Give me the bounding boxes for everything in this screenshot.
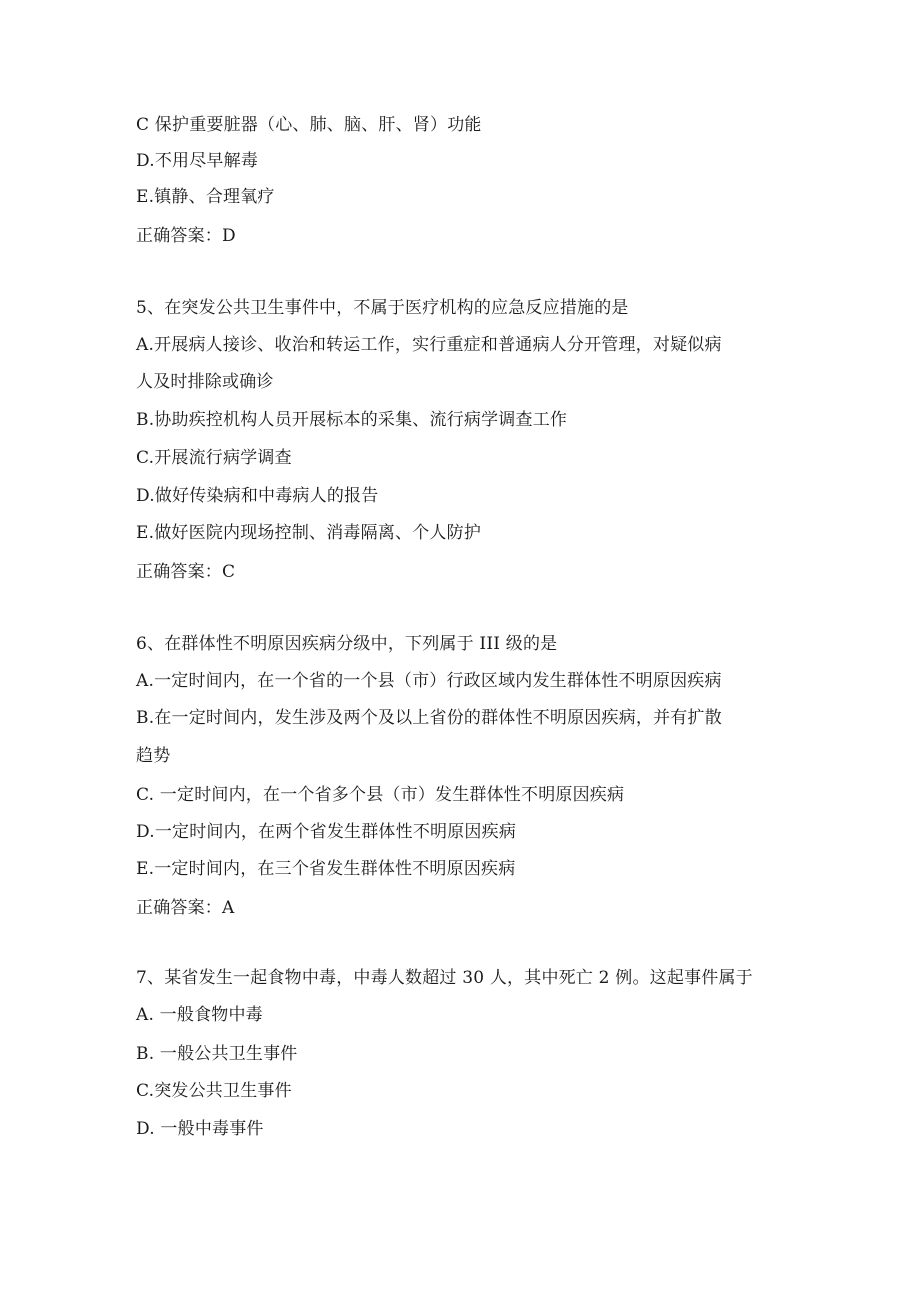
q6-option-b-line2: 趋势 <box>136 746 171 766</box>
q6-option-a: A.一定时间内，在一个省的一个县（市）行政区域内发生群体性不明原因疾病 <box>136 671 722 691</box>
q5-option-e: E.做好医院内现场控制、消毒隔离、个人防护 <box>136 523 482 543</box>
q6-option-b-line1: B.在一定时间内，发生涉及两个及以上省份的群体性不明原因疾病，并有扩散 <box>136 708 722 728</box>
q5-option-b: B.协助疾控机构人员开展标本的采集、流行病学调查工作 <box>136 410 568 430</box>
q4-answer: 正确答案：D <box>136 226 236 246</box>
q7-stem: 7、某省发生一起食物中毒，中毒人数超过 30 人，其中死亡 2 例。这起事件属于 <box>136 968 753 988</box>
q5-option-a-line1: A.开展病人接诊、收治和转运工作，实行重症和普通病人分开管理，对疑似病 <box>136 335 722 355</box>
q4-option-e: E.镇静、合理氧疗 <box>136 187 275 207</box>
q5-stem: 5、在突发公共卫生事件中，不属于医疗机构的应急反应措施的是 <box>136 298 629 318</box>
q5-option-a-line2: 人及时排除或确诊 <box>136 372 274 392</box>
q6-option-d: D.一定时间内，在两个省发生群体性不明原因疾病 <box>136 822 517 842</box>
q7-option-c: C.突发公共卫生事件 <box>136 1081 292 1101</box>
q7-option-a: A. 一般食物中毒 <box>136 1005 263 1025</box>
q5-option-d: D.做好传染病和中毒病人的报告 <box>136 486 379 506</box>
q7-option-d: D. 一般中毒事件 <box>136 1119 264 1139</box>
q6-answer: 正确答案：A <box>136 898 235 918</box>
q4-option-c: C 保护重要脏器（心、肺、脑、肝、肾）功能 <box>136 115 482 135</box>
q5-option-c: C.开展流行病学调查 <box>136 448 292 468</box>
q6-stem: 6、在群体性不明原因疾病分级中，下列属于 III 级的是 <box>136 634 558 654</box>
q6-option-c: C. 一定时间内，在一个省多个县（市）发生群体性不明原因疾病 <box>136 785 625 805</box>
q4-option-d: D.不用尽早解毒 <box>136 151 259 171</box>
q5-answer: 正确答案：C <box>136 562 236 582</box>
q7-option-b: B. 一般公共卫生事件 <box>136 1044 298 1064</box>
q6-option-e: E.一定时间内，在三个省发生群体性不明原因疾病 <box>136 859 516 879</box>
